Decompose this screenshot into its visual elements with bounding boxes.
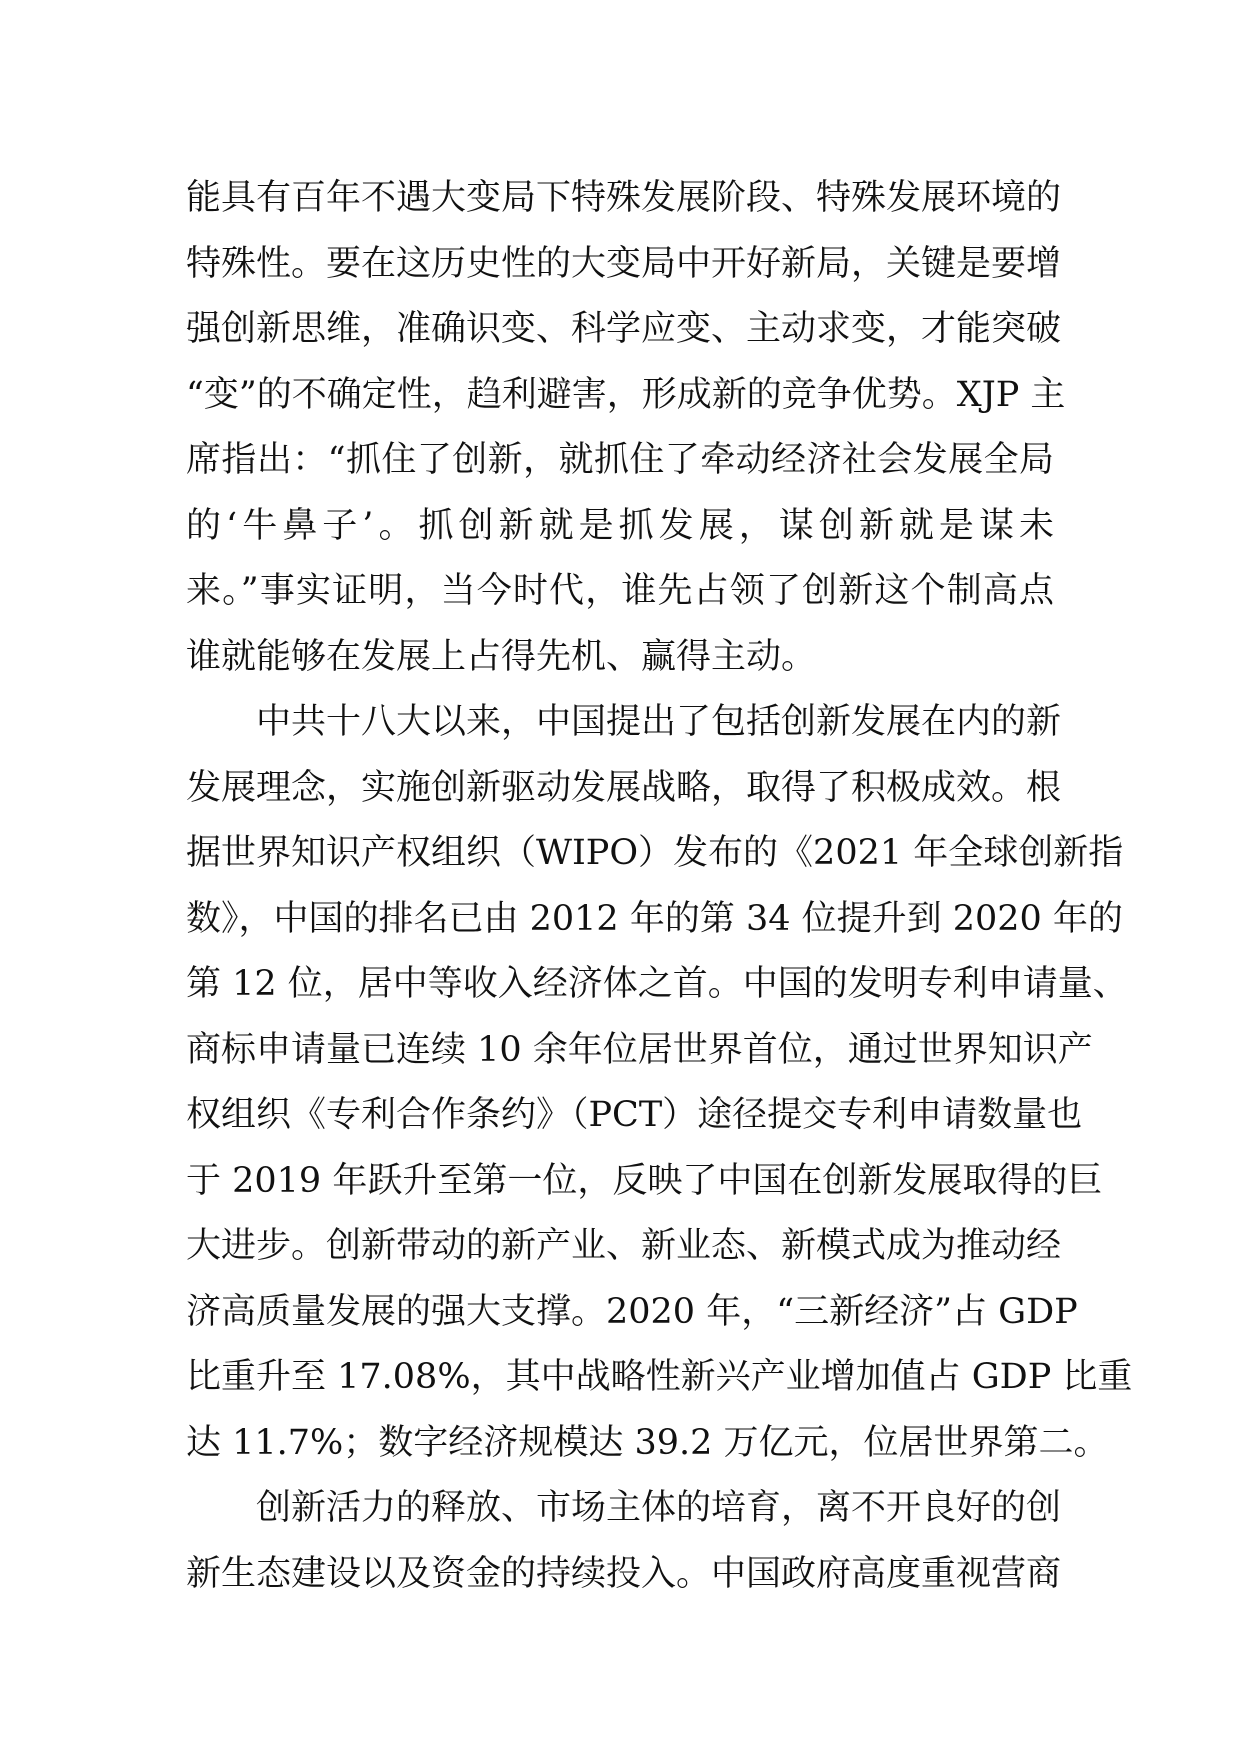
document-body [186,166,1133,1607]
paragraph-line: 据世界知识产权组织（WIPO）发布的《2021 年全球创新指 [186,833,1124,873]
paragraph-line: 于 2019 年跃升至第一位，反映了中国在创新发展取得的巨 [186,1160,1103,1201]
paragraph-line: 第 12 位，居中等收入经济体之首。中国的发明专利申请量、 [186,964,1128,1004]
paragraph-line: 谁就能够在发展上占得先机、赢得主动。 [186,636,817,677]
paragraph-line: 比重升至 17.08%，其中战略性新兴产业增加值占 GDP 比重 [186,1357,1133,1397]
paragraph-line: 能具有百年不遇大变局下特殊发展阶段、特殊发展环境的 [186,178,1062,218]
paragraph-first-line: 创新活力的释放、市场主体的培育，离不开良好的创 [256,1488,1062,1528]
paragraph-line: 来。”事实证明，当今时代，谁先占领了创新这个制高点 [186,571,1054,611]
paragraph-line: 济高质量发展的强大支撑。2020 年，“三新经济”占 GDP [186,1291,1078,1332]
paragraph-line: 达 11.7%；数字经济规模达 39.2 万亿元，位居世界第二。 [186,1422,1109,1463]
paragraph-line: 发展理念，实施创新驱动发展战略，取得了积极成效。根 [186,767,1062,808]
paragraph-line: “变”的不确定性，趋利避害，形成新的竞争优势。XJP 主 [186,374,1066,415]
paragraph-line: 新生态建设以及资金的持续投入。中国政府高度重视营商 [186,1553,1062,1594]
paragraph-line: 数》，中国的排名已由 2012 年的第 34 位提升到 2020 年的 [186,898,1123,939]
paragraph-line: 的‘牛鼻子’。抓创新就是抓发展，谋创新就是谋未 [186,505,1054,546]
paragraph-line: 强创新思维，准确识变、科学应变、主动求变，才能突破 [186,309,1062,349]
paragraph-line: 特殊性。要在这历史性的大变局中开好新局，关键是要增 [186,243,1062,284]
paragraph-first-line: 中共十八大以来，中国提出了包括创新发展在内的新 [256,702,1062,742]
paragraph-line: 权组织《专利合作条约》（PCT）途径提交专利申请数量也 [186,1095,1083,1135]
paragraph-line: 席指出：“抓住了创新，就抓住了牵动经济社会发展全局 [186,440,1054,480]
paragraph-line: 大进步。创新带动的新产业、新业态、新模式成为推动经 [186,1226,1062,1266]
paragraph-line: 商标申请量已连续 10 余年位居世界首位，通过世界知识产 [186,1029,1093,1070]
